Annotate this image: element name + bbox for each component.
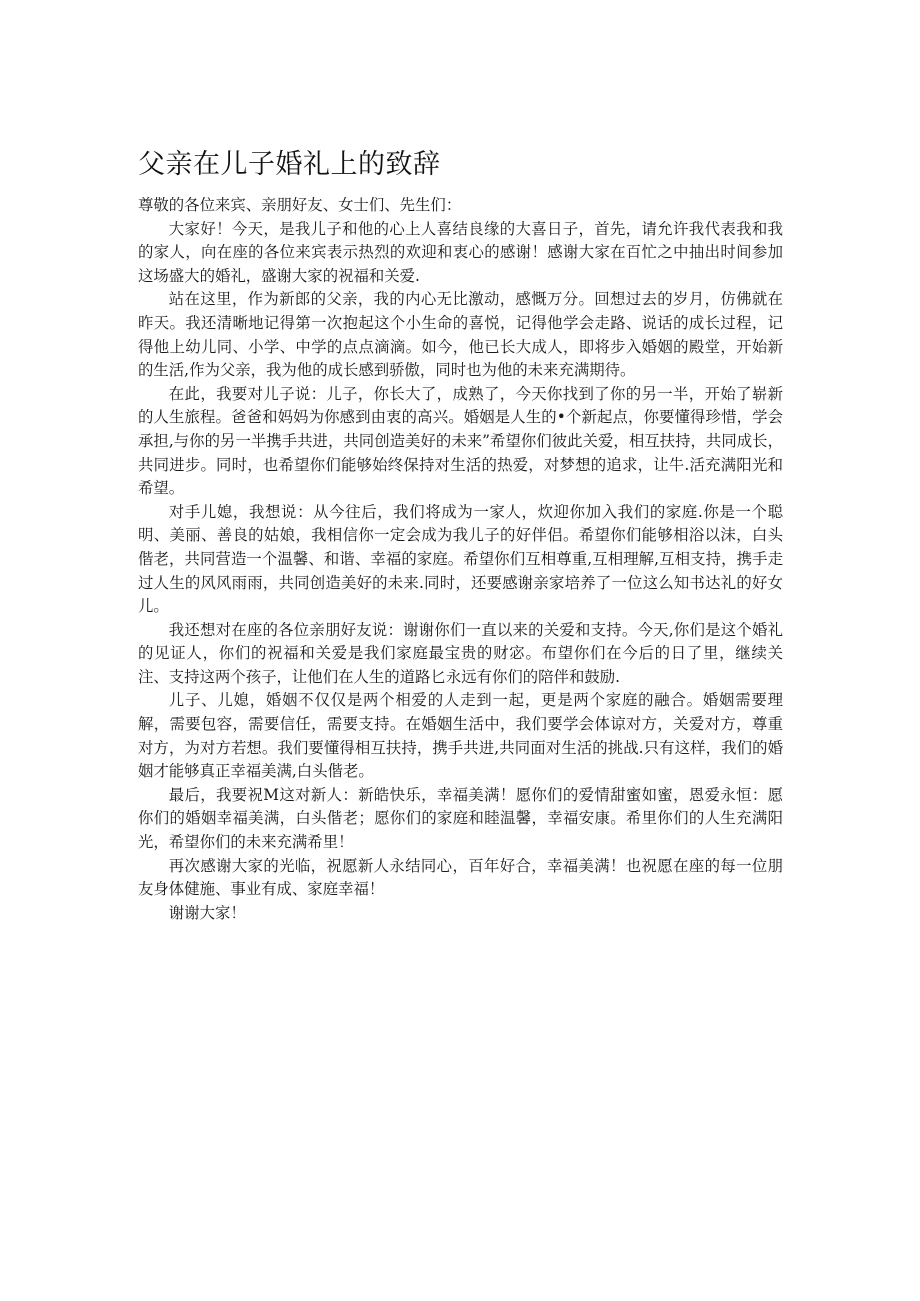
document-body xyxy=(138,194,783,925)
salutation: 尊敬的各位来宾、亲朋好友、女士们、先生们： xyxy=(138,196,462,214)
paragraph-welcome: 大家好！今天，是我儿子和他的心上人喜结良缘的大喜日子，首先，请允许我代表我和我的家人，向在座的各位来宾表示热烈的欢迎和衷心的感谢！感谢大家在百忙之中抽出时间参加这场盛大的婚礼，盛谢大家的祝福和关爱. xyxy=(138,219,783,285)
paragraph-thanks-again: 再次感谢大家的光临，祝愿新人永结同心，百年好合，幸福美满！也祝愿在座的每一位朋友身体健施、事业有成、家庭幸福！ xyxy=(138,856,783,899)
paragraph-to-guests: 我还想对在座的各位亲朋好友说：谢谢你们一直以来的关爱和支持。今天,你们是这个婚礼的见证人，你们的祝福和关爱是我们家庭最宝贵的财宓。布望你们在今后的日了里，继续关注、支持这两个孩子，让他们在人生的道路匕永远有你们的陪伴和鼓励. xyxy=(138,620,783,686)
paragraph-on-marriage: 儿子、儿媳，婚姻不仅仅是两个相爱的人走到一起，更是两个家庭的融合。婚姻需要理解，需要包容，需要信任，需要支持。在婚姻生活中，我们要学会体谅对方，关爱对方，尊重对方，为对方若想。我们要懂得相互扶持，携手共进,共同面对生活的挑战.只有这样，我们的婚姻才能够真正幸福美满,白头偕老。 xyxy=(138,691,783,781)
paragraph-to-son: 在此，我要对儿子说：儿子，你长大了，成熟了，今天你找到了你的另一半，开始了崭新的人生旅程。爸爸和妈妈为你感到由衷的高兴。婚姻是人生的•个新起点，你要懂得珍惜，学会承担,与你的另一半携手共进，共同创造美好的未来”希望你们彼此关爱，相互扶持，共同成长，共同进步。同时，也希望你们能够始终保持对生活的热爱，对梦想的追求，让牛.活充满阳光和希望。 xyxy=(138,384,783,498)
paragraph-to-daughter-in-law: 对手儿媳，我想说：从今往后，我们将成为一家人，炊迎你加入我们的家庭.你是一个聪明、美丽、善良的姑娘，我相信你一定会成为我儿子的好伴侣。希望你们能够相浴以沫，白头偕老，共同营造一个温馨、和谐、幸福的家庭。希望你们互相尊重,互相理解,互相支持，携手走过人生的风风雨雨，共同创造美好的未来.同时，还要感谢亲家培养了一位这么知书达礼的好女儿。 xyxy=(138,502,783,616)
paragraph-reflection: 站在这里，作为新郎的父亲，我的内心无比激动，感慨万分。回想过去的岁月，仿佛就在昨天。我还清晰地记得第一次抱起这个小生命的喜悦，记得他学会走路、说话的成长过程，记得他上幼儿同、小学、中学的点点滴滴。如今，他已长大成人，即将步入婚姻的殿堂，开始新的生活,作为父亲，我为他的成长感到骄傲，同时也为他的未来充满期待。 xyxy=(138,290,783,380)
paragraph-blessing: 最后，我要祝M这对新人：新皓快乐，幸福美满！愿你们的爱情甜蜜如蜜，恩爱永恒：愿你们的婚姻幸福美满，白头偕老；愿你们的家庭和睦温馨，幸福安康。希里你们的人生充满阳光，希望你们的未来充满希里！ xyxy=(138,785,783,852)
document-title: 父亲在儿子婚礼上的致辞 xyxy=(138,149,441,180)
paragraph-closing: 谢谢大家！ xyxy=(168,903,246,922)
